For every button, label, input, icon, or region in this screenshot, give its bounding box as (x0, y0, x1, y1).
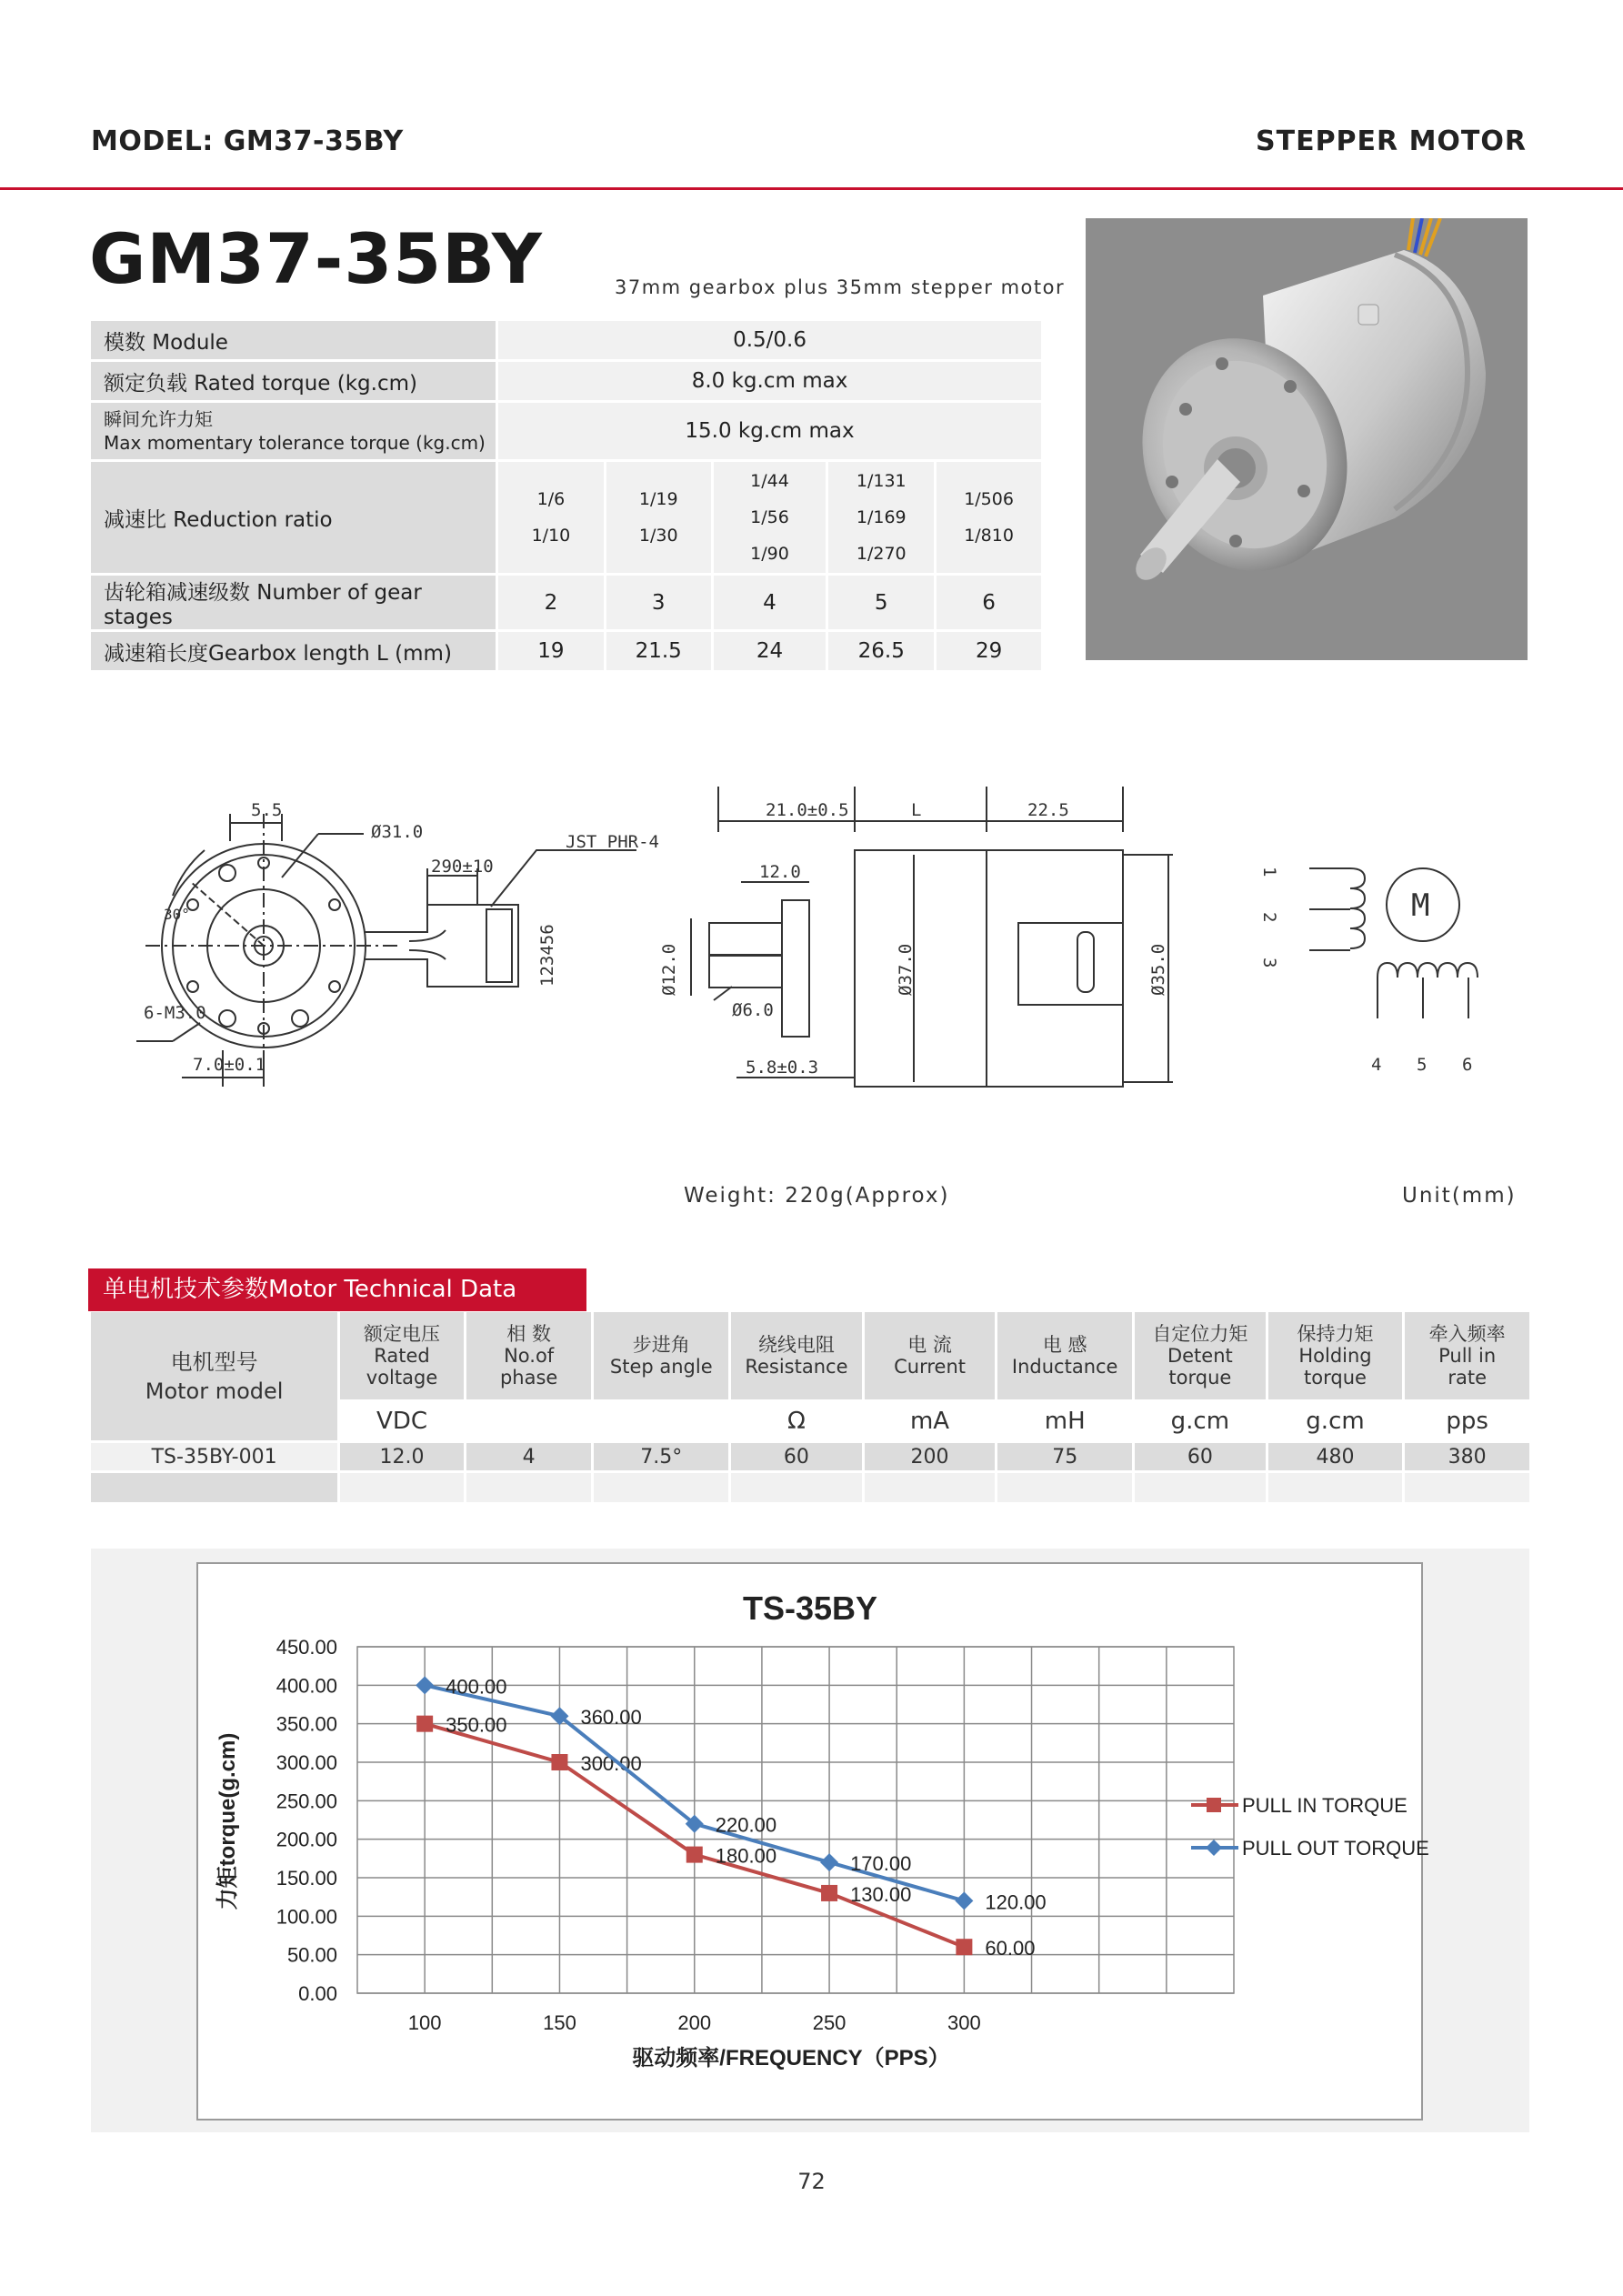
empty-cell (1405, 1473, 1529, 1502)
y-tick-label: 250.00 (276, 1790, 337, 1813)
gear-stages-value: 2 (498, 576, 604, 629)
x-tick-label: 250 (812, 2011, 847, 2034)
motor-symbol: M (1411, 887, 1430, 924)
unit-cell: mH (997, 1402, 1132, 1440)
empty-cell (594, 1473, 728, 1502)
ratio-value: 1/6 (536, 489, 566, 509)
empty-cell (731, 1473, 862, 1502)
col-header-resistance (731, 1312, 862, 1399)
ratio-value: 1/30 (638, 526, 678, 546)
dim-diameter-37: Ø37.0 (896, 943, 916, 996)
col-header-phase (466, 1312, 592, 1399)
ratio-value: 1/10 (531, 526, 571, 546)
dim-12-0: 12.0 (759, 862, 801, 882)
gearbox-length-value: 26.5 (828, 632, 934, 670)
col-header-line: 相 数 (506, 1323, 551, 1345)
empty-cell (865, 1473, 996, 1502)
dim-angle: 30° (164, 906, 190, 923)
x-tick-label: 200 (677, 2011, 712, 2034)
connector-type: JST PHR-4 (566, 832, 659, 852)
product-type-header: STEPPER MOTOR (1256, 125, 1527, 157)
dim-5-5: 5.5 (251, 800, 283, 820)
col-header-line: 牵入频率 (1428, 1323, 1506, 1345)
value-cell: 480 (1268, 1443, 1403, 1470)
col-header-line: 自定位力矩 (1152, 1323, 1248, 1345)
wire-pin-3: 3 (1259, 958, 1279, 968)
y-tick-label: 400.00 (276, 1674, 337, 1698)
col-header-holding-torque (1268, 1312, 1403, 1399)
front-view (136, 800, 659, 1087)
col-header-current (865, 1312, 996, 1399)
torque-frequency-chart (91, 1549, 1529, 2132)
wire-pin-4: 4 (1371, 1055, 1382, 1075)
col-header-line: Detent (1167, 1345, 1233, 1367)
gear-stages-value: 4 (714, 576, 827, 629)
side-view (659, 787, 1173, 1087)
unit-cell: g.cm (1135, 1402, 1266, 1440)
ratio-value: 1/19 (638, 489, 678, 509)
ratio-cell (937, 462, 1041, 573)
gear-stages-value: 3 (606, 576, 711, 629)
model-value-cell: TS-35BY-001 (91, 1443, 337, 1470)
dim-diameter-31: Ø31.0 (371, 822, 424, 842)
empty-cell (340, 1473, 464, 1502)
dim-diameter-35: Ø35.0 (1148, 943, 1168, 996)
ratio-value: 1/90 (750, 544, 789, 564)
col-header-line: Current (894, 1356, 966, 1378)
y-tick-label: 450.00 (276, 1636, 337, 1659)
data-label: 220.00 (715, 1813, 777, 1837)
ratio-value: 1/56 (750, 507, 789, 527)
value-cell: 75 (997, 1443, 1132, 1470)
unit-cell: pps (1405, 1402, 1529, 1440)
wire-pin-1: 1 (1259, 867, 1279, 877)
y-axis-label: 力矩torque(g.cm) (215, 1732, 240, 1910)
dim-mount-holes: 6-M3.0 (144, 1003, 206, 1023)
y-tick-label: 100.00 (276, 1905, 337, 1929)
data-label: 130.00 (850, 1882, 912, 1906)
pull-in-point (551, 1754, 567, 1770)
gear-motor-image (1086, 218, 1528, 660)
col-header-line: Inductance (1011, 1356, 1118, 1378)
motor-model-header-en: Motor model (145, 1378, 284, 1404)
unit-note: Unit(mm) (1402, 1184, 1517, 1208)
y-tick-label: 350.00 (276, 1712, 337, 1736)
wiring-diagram (1259, 867, 1478, 1075)
gear-stages-value: 5 (828, 576, 934, 629)
col-header-line: 额定电压 (364, 1323, 441, 1345)
empty-cell (91, 1473, 337, 1502)
col-header-line: Pull in (1438, 1345, 1497, 1367)
max-torque-label (91, 403, 496, 459)
max-torque-label-en: Max momentary tolerance torque (kg.cm) (104, 432, 486, 454)
col-header-line: rate (1448, 1367, 1487, 1389)
dimension-drawing (136, 777, 1491, 1105)
wire-pin-5: 5 (1417, 1055, 1428, 1075)
max-torque-label-cn: 瞬间允许力矩 (104, 408, 213, 430)
pull-in-point (956, 1939, 972, 1955)
unit-cell (594, 1402, 728, 1440)
unit-cell: Ω (731, 1402, 862, 1440)
data-label: 180.00 (715, 1844, 777, 1868)
legend-label: PULL IN TORQUE (1242, 1794, 1408, 1817)
col-header-line: 保持力矩 (1297, 1323, 1374, 1345)
empty-cell (1268, 1473, 1403, 1502)
col-header-line: 电 流 (907, 1334, 952, 1356)
motor-model-header (91, 1312, 337, 1440)
col-header-detent-torque (1135, 1312, 1266, 1399)
col-header-pull-in-rate (1405, 1312, 1529, 1399)
motor-photo (1086, 218, 1528, 660)
header-divider (0, 187, 1623, 190)
x-tick-label: 100 (407, 2011, 442, 2034)
dim-22-5: 22.5 (1027, 800, 1069, 820)
value-cell: 7.5° (594, 1443, 728, 1470)
dim-lead-length: 290±10 (431, 857, 494, 877)
ratio-value: 1/270 (856, 544, 907, 564)
empty-cell (997, 1473, 1132, 1502)
col-header-line: Rated (374, 1345, 430, 1367)
dim-7-0: 7.0±0.1 (193, 1055, 266, 1075)
gearbox-length-label: 减速箱长度Gearbox length L (mm) (91, 632, 496, 670)
ratio-value: 1/810 (964, 526, 1014, 546)
value-cell: 12.0 (340, 1443, 464, 1470)
data-label: 170.00 (850, 1852, 912, 1876)
col-header-line: phase (499, 1367, 558, 1389)
pull-in-point (821, 1885, 837, 1901)
y-tick-label: 300.00 (276, 1751, 337, 1774)
ratio-value: 1/44 (750, 471, 789, 491)
chart-title: TS-35BY (742, 1589, 878, 1627)
page-title: GM37-35BY (89, 218, 543, 299)
data-label: 400.00 (446, 1675, 507, 1699)
ratio-cell (828, 462, 934, 573)
ratio-value: 1/506 (964, 489, 1014, 509)
data-label: 120.00 (985, 1890, 1047, 1914)
data-label: 60.00 (985, 1937, 1036, 1960)
y-tick-label: 200.00 (276, 1828, 337, 1851)
ratio-value: 1/131 (856, 471, 907, 491)
dim-diameter-12: Ø12.0 (659, 943, 679, 996)
module-label: 模数 Module (91, 321, 496, 359)
gearbox-length-value: 21.5 (606, 632, 711, 670)
weight-note: Weight: 220g(Approx) (684, 1184, 950, 1208)
value-cell: 200 (865, 1443, 996, 1470)
wire-pin-6: 6 (1462, 1055, 1473, 1075)
col-header-line: torque (1168, 1367, 1232, 1389)
motor-model-header-cn: 电机型号 (170, 1349, 258, 1375)
page-subtitle: 37mm gearbox plus 35mm stepper motor (615, 276, 1066, 298)
ratio-cell (714, 462, 827, 573)
unit-cell: mA (865, 1402, 996, 1440)
col-header-line: 绕线电阻 (757, 1334, 835, 1356)
x-tick-label: 150 (543, 2011, 576, 2034)
data-label: 360.00 (580, 1706, 642, 1730)
y-tick-label: 50.00 (286, 1943, 337, 1967)
reduction-ratio-label: 减速比 Reduction ratio (91, 462, 496, 573)
unit-cell: VDC (340, 1402, 464, 1440)
ratio-value: 1/169 (856, 507, 907, 527)
col-header-line: Resistance (745, 1356, 848, 1378)
col-header-line: No.of (504, 1345, 555, 1367)
value-cell: 4 (466, 1443, 592, 1470)
unit-cell (466, 1402, 592, 1440)
y-tick-label: 0.00 (298, 1982, 337, 2005)
col-header-line: Step angle (609, 1356, 713, 1378)
col-header-step-angle (594, 1312, 728, 1399)
col-header-line: torque (1304, 1367, 1367, 1389)
value-cell: 380 (1405, 1443, 1529, 1470)
gearbox-length-value: 19 (498, 632, 604, 670)
tech-data-title: 单电机技术参数Motor Technical Data (88, 1268, 586, 1311)
dim-L: L (911, 800, 922, 820)
unit-cell: g.cm (1268, 1402, 1403, 1440)
col-header-line: Holding (1298, 1345, 1372, 1367)
motor-tech-table (88, 1309, 1532, 1505)
ratio-cell (498, 462, 604, 573)
gear-stages-value: 6 (937, 576, 1041, 629)
wire-pin-2: 2 (1259, 912, 1279, 923)
legend-label: PULL OUT TORQUE (1242, 1837, 1429, 1860)
gear-stages-label: 齿轮箱减速级数 Number of gear stages (91, 576, 496, 629)
empty-cell (466, 1473, 592, 1502)
col-header-line: 电 感 (1042, 1334, 1087, 1356)
col-header-rated-voltage (340, 1312, 464, 1399)
dim-5-8: 5.8±0.3 (746, 1058, 819, 1078)
page-number: 72 (797, 2169, 826, 2194)
dim-21-0: 21.0±0.5 (766, 800, 849, 820)
empty-cell (1135, 1473, 1266, 1502)
x-tick-label: 300 (947, 2011, 981, 2034)
rated-torque-label: 额定负载 Rated torque (kg.cm) (91, 362, 496, 400)
legend-marker (1207, 1798, 1221, 1812)
ratio-cell (606, 462, 711, 573)
pull-in-point (686, 1847, 703, 1863)
gearbox-length-value: 29 (937, 632, 1041, 670)
max-torque-value: 15.0 kg.cm max (498, 403, 1041, 459)
model-header: MODEL: GM37-35BY (91, 125, 404, 157)
data-label: 350.00 (446, 1713, 507, 1737)
torque-chart-panel (91, 1549, 1529, 2132)
value-cell: 60 (1135, 1443, 1266, 1470)
data-label: 300.00 (580, 1752, 642, 1775)
col-header-line: voltage (366, 1367, 438, 1389)
dim-diameter-6: Ø6.0 (732, 1000, 774, 1020)
col-header-line: 步进角 (632, 1334, 690, 1356)
module-value: 0.5/0.6 (498, 321, 1041, 359)
y-tick-label: 150.00 (276, 1867, 337, 1890)
x-axis-label: 驱动频率/FREQUENCY（PPS） (632, 2046, 950, 2070)
gearbox-length-value: 24 (714, 632, 827, 670)
gearbox-spec-table (88, 318, 1044, 673)
value-cell: 60 (731, 1443, 862, 1470)
rated-torque-value: 8.0 kg.cm max (498, 362, 1041, 400)
col-header-inductance (997, 1312, 1132, 1399)
pull-in-point (416, 1716, 433, 1732)
connector-pins: 123456 (537, 924, 557, 987)
